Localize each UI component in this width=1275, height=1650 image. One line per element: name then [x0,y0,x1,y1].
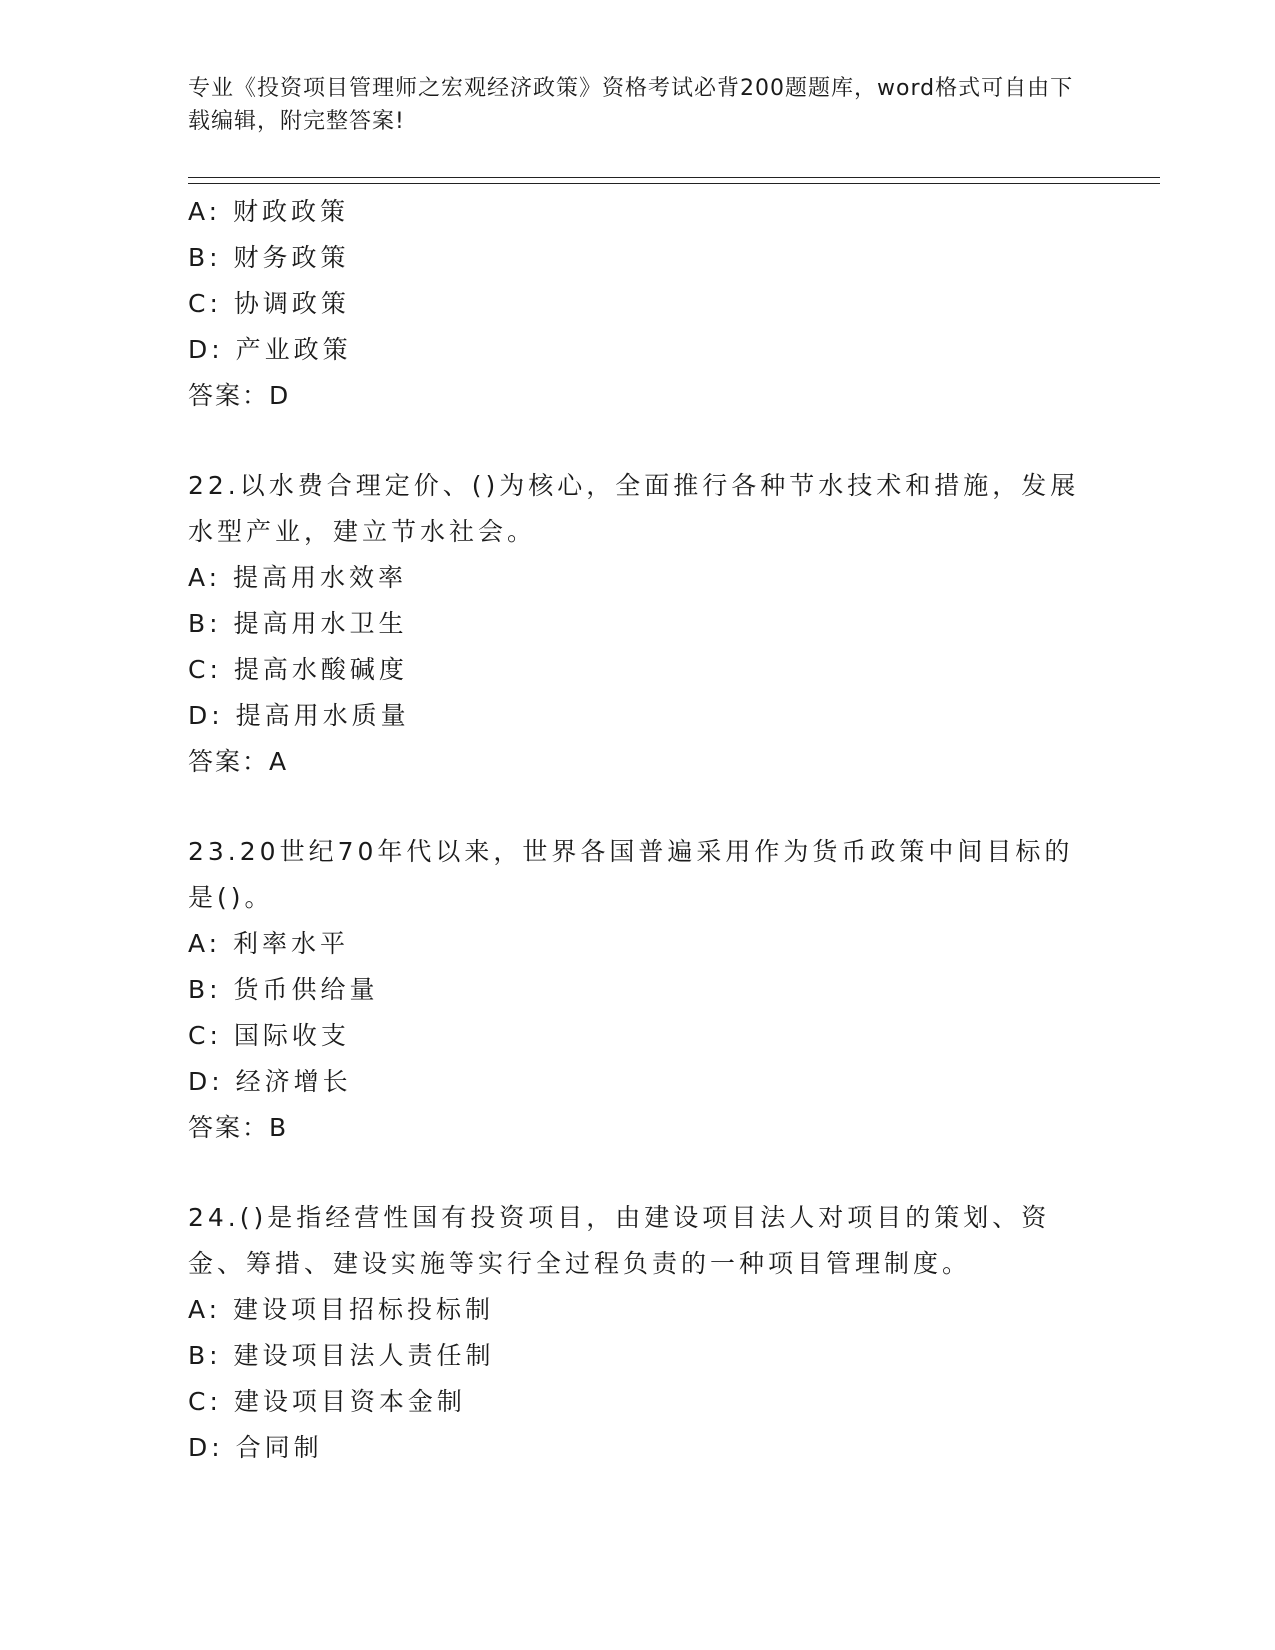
option-c: C: 提高水酸碱度 [188,655,408,684]
question-block [188,829,1088,1151]
option-d: D: 经济增长 [188,1067,352,1096]
answer-line: 答案：A [188,747,289,776]
option-c: C: 建设项目资本金制 [188,1387,466,1416]
option-a: A: 建设项目招标投标制 [188,1295,495,1324]
option-c: C: 协调政策 [188,289,350,318]
option-d: D: 合同制 [188,1433,323,1462]
question-spacer [188,1151,1088,1195]
option-a: A: 提高用水效率 [188,563,408,592]
answer-line: 答案：B [188,1113,289,1142]
question-text: 24.()是指经营性国有投资项目，由建设项目法人对项目的策划、资金、筹措、建设实施等实行全过程负责的一种项目管理制度。 [188,1203,1051,1278]
option-b: B: 货币供给量 [188,975,379,1004]
option-c: C: 国际收支 [188,1021,350,1050]
question-spacer [188,785,1088,829]
header-divider-bottom [188,183,1160,184]
document-header [188,72,1088,138]
header-divider-top [188,177,1160,178]
question-list [188,189,1088,1471]
question-block [188,463,1088,785]
option-b: B: 建设项目法人责任制 [188,1341,495,1370]
question-spacer [188,419,1088,463]
option-a: A: 财政政策 [188,197,350,226]
question-text: 22.以水费合理定价、()为核心，全面推行各种节水技术和措施，发展水型产业，建立节水社会。 [188,471,1080,546]
question-block [188,189,1088,419]
option-a: A: 利率水平 [188,929,350,958]
answer-line: 答案：D [188,381,291,410]
question-block [188,1195,1088,1471]
option-d: D: 提高用水质量 [188,701,410,730]
question-text: 23.20世纪70年代以来，世界各国普遍采用作为货币政策中间目标的是()。 [188,837,1074,912]
document-title: 专业《投资项目管理师之宏观经济政策》资格考试必背200题题库，word格式可自由下载编辑，附完整答案! [188,76,1074,134]
option-b: B: 财务政策 [188,243,350,272]
option-d: D: 产业政策 [188,335,352,364]
option-b: B: 提高用水卫生 [188,609,408,638]
